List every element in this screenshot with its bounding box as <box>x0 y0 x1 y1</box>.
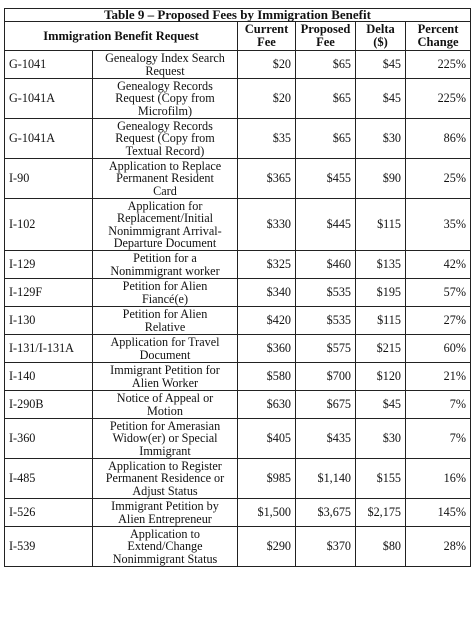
delta-amount: $155 <box>356 459 406 499</box>
table-row <box>5 199 471 251</box>
delta-amount: $115 <box>356 307 406 335</box>
description-line: Alien Entrepreneur <box>118 511 212 526</box>
percent-change: 145% <box>406 499 471 527</box>
header-proposed-fee <box>296 22 356 51</box>
header-delta <box>356 22 406 51</box>
current-fee: $420 <box>238 307 296 335</box>
header-request: Immigration Benefit Request <box>5 22 238 51</box>
description-line: Immigrant Petition for <box>110 363 220 378</box>
proposed-fee: $455 <box>296 159 356 199</box>
delta-amount: $120 <box>356 363 406 391</box>
table-row <box>5 391 471 419</box>
description-line: Notice of Appeal or <box>116 391 214 406</box>
table-body <box>5 51 471 567</box>
header-delta-line: ($) <box>373 35 388 49</box>
benefit-description <box>93 391 238 419</box>
delta-amount: $215 <box>356 335 406 363</box>
description-line: Petition for Alien <box>122 279 208 294</box>
benefit-description <box>93 499 238 527</box>
current-fee: $290 <box>238 527 296 567</box>
proposed-fee: $3,675 <box>296 499 356 527</box>
description-line: Genealogy Index Search <box>105 51 225 66</box>
description-line: Nonimmigrant worker <box>110 263 220 278</box>
delta-amount: $45 <box>356 391 406 419</box>
description-line: Adjust Status <box>132 483 198 498</box>
description-line: Permanent Resident <box>116 171 214 186</box>
benefit-description <box>93 251 238 279</box>
form-number: I-102 <box>5 199 93 251</box>
delta-amount: $45 <box>356 51 406 79</box>
form-number: G-1041 <box>5 51 93 79</box>
percent-change: 60% <box>406 335 471 363</box>
percent-change: 25% <box>406 159 471 199</box>
proposed-fee: $445 <box>296 199 356 251</box>
current-fee: $630 <box>238 391 296 419</box>
percent-change: 16% <box>406 459 471 499</box>
percent-change: 225% <box>406 79 471 119</box>
description-line: Alien Worker <box>131 375 199 390</box>
delta-amount: $80 <box>356 527 406 567</box>
current-fee: $405 <box>238 419 296 459</box>
proposed-fee: $675 <box>296 391 356 419</box>
description-line: Request (Copy from <box>115 91 215 106</box>
proposed-fee: $370 <box>296 527 356 567</box>
percent-change: 225% <box>406 51 471 79</box>
delta-amount: $45 <box>356 79 406 119</box>
description-line: Petition for Alien <box>122 307 208 322</box>
benefit-description <box>93 459 238 499</box>
form-number: I-90 <box>5 159 93 199</box>
header-current-line: Fee <box>257 35 276 49</box>
current-fee: $365 <box>238 159 296 199</box>
percent-change: 35% <box>406 199 471 251</box>
benefit-description <box>93 527 238 567</box>
description-line: Departure Document <box>113 235 217 250</box>
description-line: Genealogy Records <box>117 78 213 93</box>
proposed-fee: $65 <box>296 79 356 119</box>
form-number: I-130 <box>5 307 93 335</box>
header-delta-line: Delta <box>366 22 395 36</box>
table-title: Table 9 – Proposed Fees by Immigration Benefit <box>5 9 471 22</box>
description-line: Petition for a <box>133 251 197 266</box>
benefit-description <box>93 363 238 391</box>
current-fee: $580 <box>238 363 296 391</box>
current-fee: $340 <box>238 279 296 307</box>
proposed-fee: $535 <box>296 307 356 335</box>
table-row <box>5 159 471 199</box>
header-current-fee <box>238 22 296 51</box>
percent-change: 27% <box>406 307 471 335</box>
description-line: Card <box>153 183 177 198</box>
benefit-description <box>93 199 238 251</box>
proposed-fee: $575 <box>296 335 356 363</box>
header-percent-line: Change <box>417 35 459 49</box>
proposed-fee: $435 <box>296 419 356 459</box>
table-row <box>5 419 471 459</box>
delta-amount: $90 <box>356 159 406 199</box>
form-number: I-290B <box>5 391 93 419</box>
delta-amount: $115 <box>356 199 406 251</box>
percent-change: 42% <box>406 251 471 279</box>
description-line: Microfilm) <box>137 103 193 118</box>
description-line: Genealogy Records <box>117 118 213 133</box>
table-row <box>5 51 471 79</box>
fees-table <box>4 8 471 567</box>
form-number: I-526 <box>5 499 93 527</box>
benefit-description <box>93 335 238 363</box>
current-fee: $20 <box>238 79 296 119</box>
current-fee: $1,500 <box>238 499 296 527</box>
form-number: I-129F <box>5 279 93 307</box>
description-line: Application for <box>127 198 203 213</box>
description-line: Application to Register <box>108 458 222 473</box>
description-line: Textual Record) <box>125 143 205 158</box>
benefit-description <box>93 51 238 79</box>
table-row <box>5 527 471 567</box>
description-line: Application for Travel <box>110 335 220 350</box>
percent-change: 7% <box>406 419 471 459</box>
description-line: Extend/Change <box>127 539 203 554</box>
table-row <box>5 307 471 335</box>
current-fee: $325 <box>238 251 296 279</box>
description-line: Widow(er) or Special <box>112 431 218 446</box>
header-percent-line: Percent <box>417 22 459 36</box>
description-line: Nonimmigrant Arrival- <box>108 223 222 238</box>
delta-amount: $2,175 <box>356 499 406 527</box>
proposed-fee: $65 <box>296 51 356 79</box>
description-line: Application to <box>129 526 201 541</box>
benefit-description <box>93 279 238 307</box>
benefit-description <box>93 79 238 119</box>
description-line: Motion <box>147 403 183 418</box>
table-row <box>5 119 471 159</box>
percent-change: 86% <box>406 119 471 159</box>
form-number: I-131/I-131A <box>5 335 93 363</box>
header-proposed-line: Proposed <box>300 22 351 36</box>
proposed-fee: $460 <box>296 251 356 279</box>
description-line: Request (Copy from <box>115 131 215 146</box>
table-row <box>5 79 471 119</box>
current-fee: $35 <box>238 119 296 159</box>
form-number: I-129 <box>5 251 93 279</box>
percent-change: 28% <box>406 527 471 567</box>
delta-amount: $30 <box>356 419 406 459</box>
benefit-description <box>93 307 238 335</box>
benefit-description <box>93 419 238 459</box>
benefit-description <box>93 159 238 199</box>
benefit-description <box>93 119 238 159</box>
current-fee: $985 <box>238 459 296 499</box>
header-proposed-line: Fee <box>316 35 335 49</box>
proposed-fee: $700 <box>296 363 356 391</box>
form-number: I-539 <box>5 527 93 567</box>
description-line: Request <box>145 63 185 78</box>
proposed-fee: $535 <box>296 279 356 307</box>
form-number: I-360 <box>5 419 93 459</box>
delta-amount: $30 <box>356 119 406 159</box>
description-line: Relative <box>144 319 186 334</box>
form-number: I-485 <box>5 459 93 499</box>
proposed-fee: $1,140 <box>296 459 356 499</box>
table-row <box>5 251 471 279</box>
table-row <box>5 499 471 527</box>
description-line: Nonimmigrant Status <box>112 551 218 566</box>
delta-amount: $135 <box>356 251 406 279</box>
form-number: G-1041A <box>5 79 93 119</box>
description-line: Replacement/Initial <box>116 211 214 226</box>
form-number: I-140 <box>5 363 93 391</box>
description-line: Application to Replace <box>108 158 222 173</box>
current-fee: $360 <box>238 335 296 363</box>
header-current-line: Current <box>244 22 289 36</box>
proposed-fee: $65 <box>296 119 356 159</box>
table-row <box>5 335 471 363</box>
description-line: Petition for Amerasian <box>109 418 221 433</box>
table-row <box>5 459 471 499</box>
description-line: Immigrant Petition by <box>111 499 219 514</box>
description-line: Document <box>139 347 191 362</box>
percent-change: 57% <box>406 279 471 307</box>
percent-change: 7% <box>406 391 471 419</box>
current-fee: $20 <box>238 51 296 79</box>
header-percent-change <box>406 22 471 51</box>
table-row <box>5 279 471 307</box>
description-line: Fiancé(e) <box>141 291 188 306</box>
delta-amount: $195 <box>356 279 406 307</box>
description-line: Immigrant <box>139 443 191 458</box>
form-number: G-1041A <box>5 119 93 159</box>
description-line: Permanent Residence or <box>105 471 225 486</box>
fee-table-page <box>4 8 470 567</box>
current-fee: $330 <box>238 199 296 251</box>
percent-change: 21% <box>406 363 471 391</box>
table-row <box>5 363 471 391</box>
